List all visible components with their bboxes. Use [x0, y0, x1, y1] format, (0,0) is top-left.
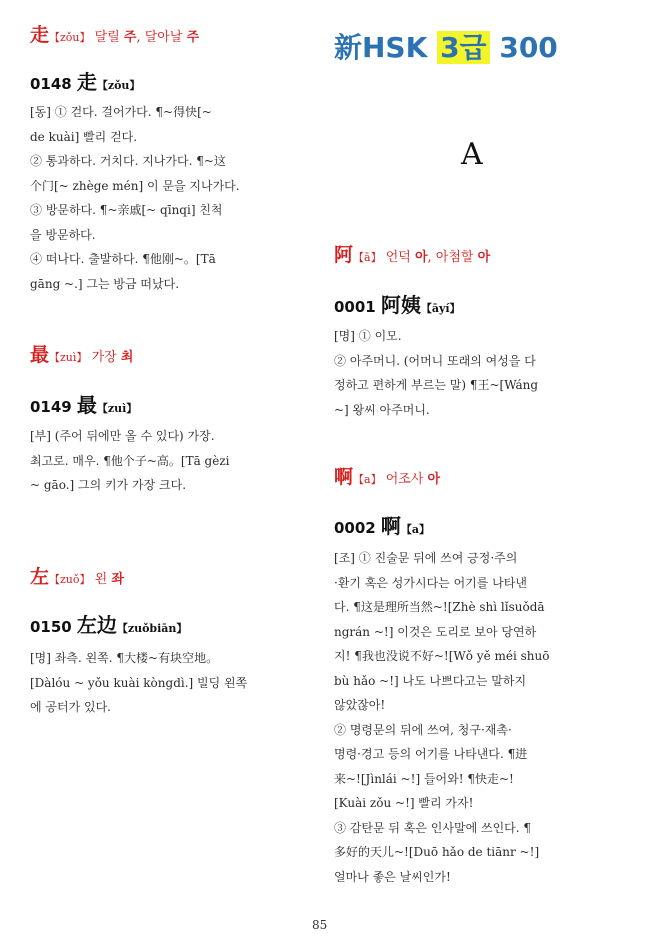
definition-line: ③ 방문하다. ¶~亲戚[~ qīnqi] 친척	[30, 203, 223, 217]
definition-line: [조] ① 진술문 뒤에 쓰여 긍정·주의	[334, 551, 518, 565]
heading-pinyin: 【zuǒ】	[49, 573, 91, 586]
entry-pinyin: 【āyí】	[420, 302, 461, 315]
definition-line: ③ 감탄문 뒤 혹은 인사말에 쓰인다. ¶	[334, 820, 532, 835]
entry-hanzi: 最	[76, 393, 97, 417]
definition-line: 에 공터가 있다.	[30, 700, 111, 714]
definition-line: [부] (주어 뒤에만 올 수 있다) 가장.	[30, 429, 215, 443]
book-title-prefix: 新HSK	[334, 31, 428, 64]
heading-hanzi: 阿	[334, 244, 354, 266]
book-title	[334, 26, 558, 66]
definition-line: 多好的天儿~![Duō hǎo de tiānr ~!]	[334, 845, 540, 859]
heading-hanzi: 走	[30, 24, 50, 46]
definition-line: ngrán ~!] 이것은 도리로 보아 당연하	[334, 624, 537, 639]
heading-gloss: 달아날	[144, 30, 187, 45]
definition-line: 来~![Jìnlái ~!] 들어와! ¶快走~!	[334, 771, 514, 786]
entry-number: 0002	[334, 519, 376, 537]
entry-number: 0148	[30, 75, 72, 93]
definition-line: ~ gāo.] 그의 키가 가장 크다.	[30, 478, 187, 492]
character-heading-zuo	[30, 562, 124, 589]
heading-pinyin: 【zǒu】	[49, 31, 91, 44]
heading-gloss-char: 주	[186, 30, 200, 45]
entry-definition-0148	[30, 100, 308, 296]
heading-gloss: 가장	[91, 350, 121, 365]
heading-gloss-char: 아	[427, 472, 441, 487]
definition-line: 명령·경고 등의 어기를 나타낸다. ¶进	[334, 747, 528, 761]
heading-gloss-char: 주	[123, 30, 137, 45]
heading-separator: ,	[136, 30, 145, 45]
definition-line: 않았잖아!	[334, 698, 386, 712]
entry-heading-0002	[334, 510, 430, 539]
heading-pinyin: 【a】	[353, 473, 382, 486]
entry-definition-0149	[30, 424, 308, 498]
entry-number: 0001	[334, 298, 376, 316]
entry-pinyin: 【zuǒbiān】	[116, 622, 188, 635]
heading-gloss-char: 아	[414, 250, 428, 265]
heading-gloss: 언덕	[385, 250, 415, 265]
definition-line: gāng ~.] 그는 방금 떠났다.	[30, 276, 180, 291]
definition-line: [Kuài zǒu ~!] 빨리 가자!	[334, 796, 474, 810]
character-heading-a-particle	[334, 462, 440, 489]
character-heading-zui	[30, 340, 133, 367]
entry-heading-0148	[30, 66, 140, 95]
definition-line: ② 명령문의 뒤에 쓰여, 청구·재촉·	[334, 722, 512, 737]
heading-gloss-char: 최	[120, 350, 134, 365]
heading-gloss: 어조사	[385, 472, 428, 487]
definition-line: de kuài] 빨리 걷다.	[30, 129, 138, 144]
definition-line: bù hǎo ~!] 나도 나쁘다고는 말하지	[334, 673, 527, 688]
definition-line: [명] ① 이모.	[334, 329, 402, 343]
heading-gloss: 왼	[94, 572, 112, 587]
character-heading-zou	[30, 20, 199, 47]
definition-line: 지! ¶我也没说不好~![Wǒ yě méi shuō	[334, 649, 550, 663]
book-title-count: 300	[499, 31, 558, 64]
definition-line: 다. ¶这是理所当然~![Zhè shì lǐsuǒdā	[334, 600, 545, 614]
entry-hanzi: 走	[76, 70, 97, 94]
definition-line: 정하고 편하게 부르는 말) ¶王~[Wáng	[334, 378, 539, 392]
heading-hanzi: 啊	[334, 466, 354, 488]
entry-pinyin: 【zuì】	[96, 402, 138, 415]
heading-separator: ,	[427, 250, 436, 265]
definition-line: 최고로. 매우. ¶他个子~高。[Tā gèzi	[30, 453, 230, 468]
heading-pinyin: 【zuì】	[49, 351, 88, 364]
heading-hanzi: 最	[30, 344, 50, 366]
entry-hanzi: 阿姨	[380, 293, 421, 317]
definition-line: [Dàlóu ~ yǒu kuài kòngdì.] 빌딩 왼쪽	[30, 675, 248, 690]
entry-hanzi: 啊	[380, 514, 401, 538]
definition-line: ·환기 혹은 성가시다는 어기를 나타낸	[334, 575, 527, 590]
entry-heading-0149	[30, 389, 137, 418]
entry-pinyin: 【a】	[400, 523, 430, 536]
heading-gloss: 아첨할	[435, 250, 478, 265]
heading-gloss-char: 좌	[111, 572, 124, 587]
definition-line: ④ 떠나다. 출발하다. ¶他刚~。[Tā	[30, 252, 216, 266]
entry-heading-0150	[30, 609, 187, 638]
heading-gloss-char: 아	[477, 250, 491, 265]
definition-line: [동] ① 걷다. 걸어가다. ¶~得快[~	[30, 105, 212, 119]
character-heading-a	[334, 240, 490, 267]
book-title-level: 3급	[437, 31, 490, 64]
definition-line: 个门[~ zhège mén] 이 문을 지나가다.	[30, 178, 240, 193]
definition-line: ② 아주머니. (어머니 또래의 여성을 다	[334, 353, 536, 368]
definition-line: 을 방문하다.	[30, 227, 96, 242]
heading-pinyin: 【ā】	[353, 251, 382, 264]
heading-gloss: 달릴	[94, 30, 124, 45]
entry-pinyin: 【zǒu】	[96, 79, 141, 92]
entry-hanzi: 左边	[76, 613, 117, 637]
definition-line: ~] 왕씨 아주머니.	[334, 402, 430, 417]
entry-definition-0002	[334, 546, 618, 889]
definition-line: 얼마나 좋은 날씨인가!	[334, 869, 451, 884]
entry-definition-0001	[334, 324, 618, 422]
entry-number: 0150	[30, 618, 72, 636]
entry-definition-0150	[30, 646, 308, 720]
page-number: 85	[312, 918, 328, 932]
definition-line: ② 통과하다. 거치다. 지나가다. ¶~这	[30, 154, 226, 168]
entry-number: 0149	[30, 398, 72, 416]
definition-line: [명] 좌측. 왼쪽. ¶大楼~有块空地。	[30, 651, 219, 665]
section-letter: A	[461, 137, 483, 172]
entry-heading-0001	[334, 289, 461, 318]
heading-hanzi: 左	[30, 566, 50, 588]
